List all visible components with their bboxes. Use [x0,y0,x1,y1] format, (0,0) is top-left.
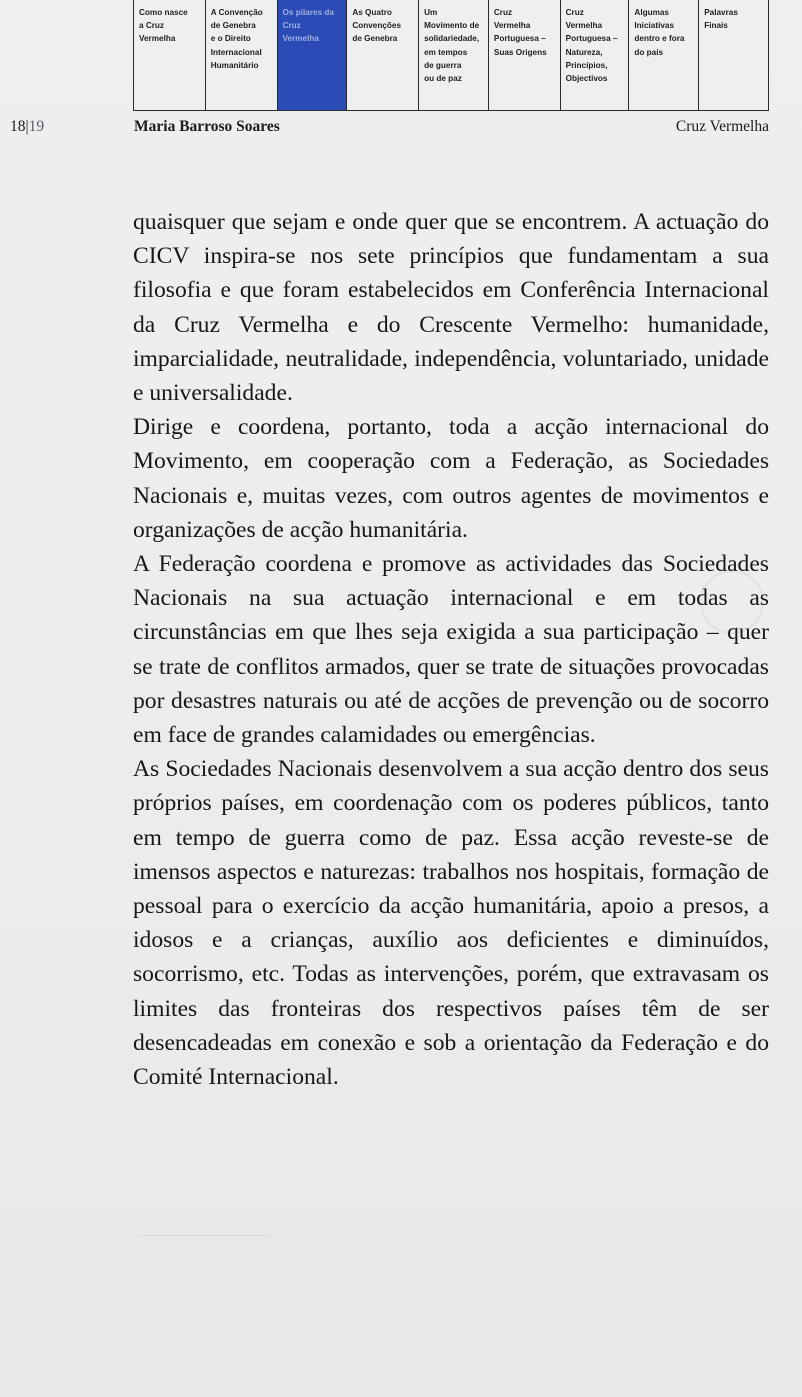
body-paragraph: As Sociedades Nacionais desenvolvem a sua acção dentro dos seus próprios países, em coordenação com os poderes públicos, tanto em tempo de guerra como de paz. Essa acção reveste-se de imensos aspectos e naturezas: trabalhos nos hospitais, formação de pessoal para o exercício da acção humanitária, apoio a presos, a idosos e a crianças, auxílio aos deficientes e diminuídos, socorrismo, etc. Todas as intervenções, porém, que extravasam os limites das fronteiras dos respectivos países têm de ser desencadeadas em conexão e sob a orientação da Federação e do Comité Internacional. [133,756,769,1091]
section-title: Cruz Vermelha [675,118,769,135]
body-paragraph: quaisquer que sejam e onde quer que se encontrem. A actuação do CICV inspira-se nos sete princípios que fundamentam a sua filosofia e que foram estabelecidos em Conferência Internacional da Cruz Vermelha e do Crescente Vermelho: humanidade, imparcialidade, neutralidade, independência, voluntariado, unidade e universalidade. [133,209,769,407]
show-through-mark [700,570,764,634]
page-number-separator: | [25,118,29,135]
chapter-tab-quatro-convencoes[interactable]: As Quatro Convenções de Genebra [347,0,419,110]
running-header [0,118,802,142]
chapter-tab-movimento-solidariedade[interactable]: Um Movimento de solidariedade, em tempos de guerra ou de paz [419,0,489,110]
chapter-tab-como-nasce[interactable]: Como nasce a Cruz Vermelha [134,0,206,110]
chapter-navigation-table [133,0,769,111]
page-number-left: 18 [10,118,26,135]
show-through-rule [140,1235,270,1236]
chapter-tab-palavras-finais[interactable]: Palavras Finais [704,8,738,31]
body-text [133,205,769,1094]
body-paragraph: A Federação coordena e promove as actividades das Sociedades Nacionais na sua actuação internacional e em todas as circunstâncias em que lhes seja exigida a sua participação – quer se trate de conflitos armados, quer se trate de situações provocadas por desastres naturais ou até de acções de prevenção ou de socorro em face de grandes calamidades ou emergências. [133,551,769,749]
chapter-tab-cvp-natureza[interactable]: Cruz Vermelha Portuguesa – Natureza, Princípios, Objectivos [561,0,630,110]
chapter-tab-cvp-origens[interactable]: Cruz Vermelha Portuguesa – Suas Origens [489,0,561,110]
page-number [10,118,44,136]
chapter-tab-pilares-active[interactable]: Os pilares da Cruz Vermelha [278,0,348,110]
chapter-tab-iniciativas[interactable]: Algumas Iniciativas dentro e fora do país [629,0,699,110]
author-name: Maria Barroso Soares [134,118,280,135]
page-number-right: 19 [28,118,45,135]
chapter-tab-convencao-genebra[interactable]: A Convenção de Genebra e o Direito Internacional Humanitário [206,0,278,110]
body-paragraph: Dirige e coordena, portanto, toda a acção internacional do Movimento, em cooperação com a Federação, as Sociedades Nacionais e, muitas vezes, com outros agentes de movimentos e organizações de acção humanitária. [133,414,769,543]
